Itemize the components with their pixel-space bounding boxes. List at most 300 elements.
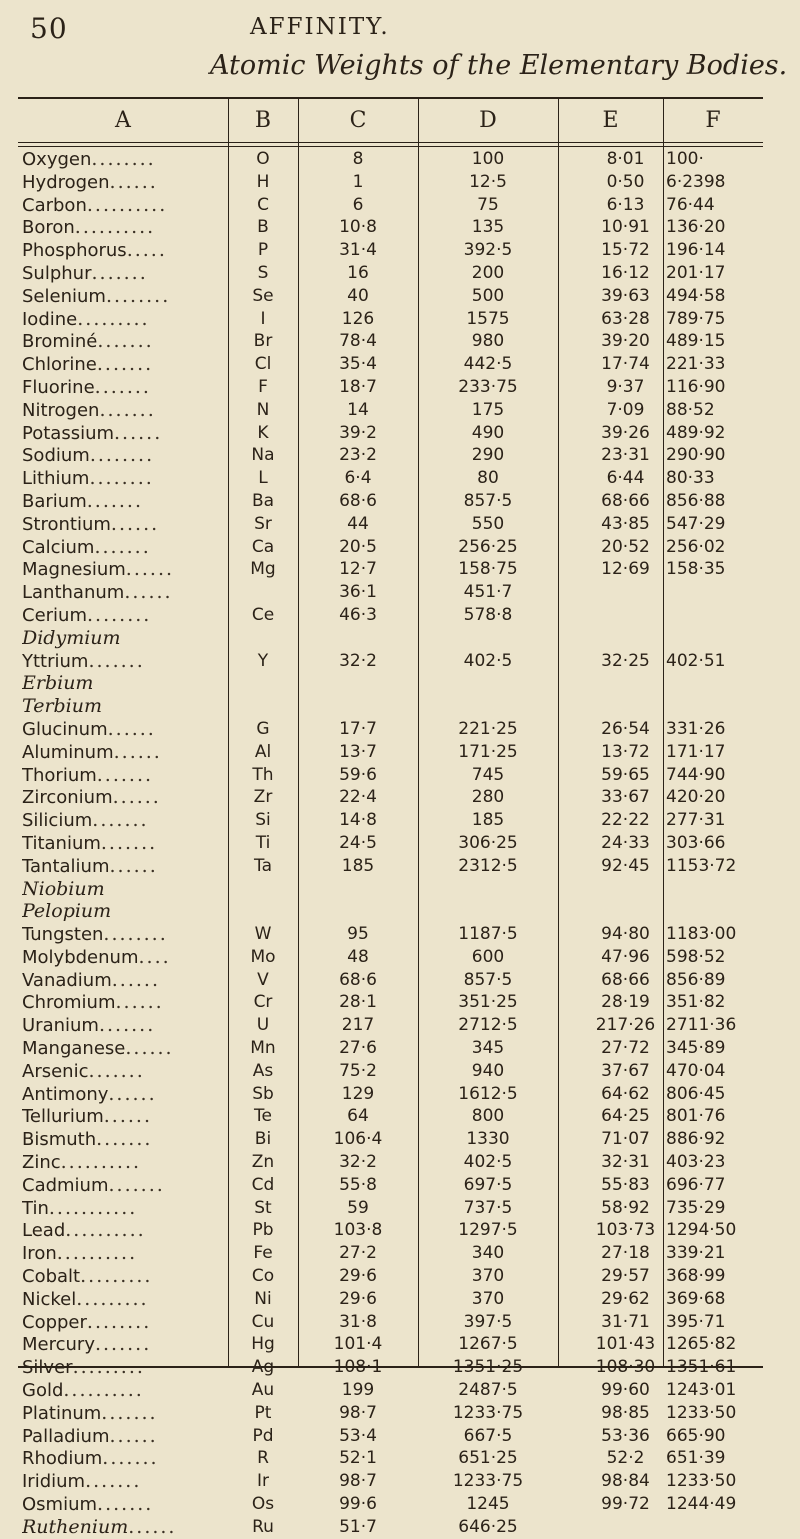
weight-c: 28·1: [339, 992, 377, 1013]
weight-e: 37·67: [601, 1060, 650, 1081]
element-name: [22, 285, 218, 309]
table-row: [18, 536, 763, 559]
leader-dots: .......: [88, 649, 145, 672]
weight-d: 578·8: [463, 604, 513, 625]
leader-dots: .......: [91, 261, 148, 284]
weight-c: 78·4: [339, 331, 377, 352]
weight-f: 136·20: [666, 217, 726, 238]
table-row: [18, 330, 763, 353]
leader-dots: .......: [94, 535, 151, 558]
weight-e: 31·71: [601, 1311, 650, 1332]
element-symbol: Pd: [252, 1425, 274, 1446]
weight-e: 24·33: [601, 832, 650, 853]
leader-dots: .......: [97, 1493, 154, 1516]
element-symbol: Cl: [254, 354, 272, 375]
table-row: [18, 1493, 763, 1516]
element-name-label: Didymium: [22, 626, 121, 649]
element-name-label: Silver: [22, 1357, 73, 1379]
weight-f: 1351·61: [666, 1357, 737, 1378]
element-name-label: Aluminum: [22, 741, 114, 763]
element-symbol: Al: [254, 741, 272, 762]
element-name-label: Pelopium: [22, 900, 112, 923]
element-name: [22, 1265, 218, 1289]
weight-c: 24·5: [339, 832, 377, 853]
weight-c: 39·2: [339, 422, 377, 443]
element-name-label: Zirconium: [22, 787, 113, 809]
table-row: [18, 1242, 763, 1265]
element-name-label: Uranium: [22, 1015, 99, 1037]
element-name-label: Iron: [22, 1243, 57, 1265]
weight-c: 55·8: [339, 1174, 377, 1195]
weight-e: 29·57: [601, 1266, 650, 1287]
weight-f: 547·29: [666, 513, 726, 534]
weight-d: 351·25: [458, 992, 518, 1013]
header-rule-double: [18, 146, 763, 147]
element-name-label: Strontium: [22, 513, 111, 535]
weight-e: 8·01: [606, 149, 645, 169]
weight-c: 59: [347, 1197, 369, 1218]
element-symbol: K: [257, 422, 269, 443]
table-row: [18, 1197, 763, 1220]
element-symbol: Cu: [251, 1311, 275, 1332]
leader-dots: .......: [86, 489, 144, 512]
element-name: [22, 376, 218, 400]
weight-d: 175: [471, 399, 505, 420]
weight-e: 10·91: [601, 217, 650, 238]
element-name: [22, 969, 218, 993]
weight-f: 856·88: [666, 490, 726, 511]
element-name: [22, 695, 218, 718]
table-row: [18, 718, 763, 741]
element-symbol: N: [256, 399, 270, 420]
weight-e: 94·80: [601, 924, 650, 945]
weight-f: 744·90: [666, 764, 726, 785]
element-name: [22, 467, 218, 491]
weight-d: 402·5: [463, 1152, 513, 1173]
leader-dots: ......: [111, 968, 161, 991]
table-row: [18, 1037, 763, 1060]
weight-d: 200: [471, 262, 505, 283]
element-name-label: Nickel: [22, 1288, 77, 1310]
table-row: [18, 1128, 763, 1151]
weight-f: 402·51: [666, 650, 726, 671]
weight-e: 27·18: [601, 1243, 650, 1264]
weight-c: 17·7: [339, 718, 377, 739]
weight-f: 1294·50: [666, 1220, 737, 1241]
leader-dots: .........: [76, 1287, 149, 1310]
weight-f: 395·71: [666, 1311, 726, 1332]
element-name: [22, 1242, 218, 1266]
weight-d: 1330: [466, 1129, 510, 1150]
element-name: [22, 900, 218, 923]
weight-d: 737·5: [463, 1197, 513, 1218]
element-name-label: Cerium: [22, 604, 87, 626]
weight-f: 801·76: [666, 1106, 726, 1127]
weight-d: 370: [471, 1266, 505, 1287]
weight-c: 32·2: [339, 1152, 377, 1173]
element-name-label: Palladium: [22, 1425, 110, 1447]
leader-dots: ..........: [74, 216, 156, 239]
weight-c: 22·4: [339, 787, 377, 808]
weight-c: 32·2: [339, 650, 377, 671]
element-name-label: Terbium: [22, 695, 103, 718]
element-symbol: Cr: [253, 992, 273, 1013]
element-name: [22, 148, 218, 172]
weight-f: 651·39: [666, 1448, 726, 1469]
element-name-label: Chlorine: [22, 354, 97, 376]
weight-c: 8: [352, 149, 364, 169]
weight-d: 171·25: [458, 741, 518, 762]
table-row: [18, 900, 763, 923]
element-name: [22, 1288, 218, 1312]
element-name: [22, 650, 218, 674]
weight-e: 13·72: [601, 741, 650, 762]
weight-f: 76·44: [666, 194, 715, 215]
weight-d: 306·25: [458, 832, 518, 853]
weight-e: 17·74: [601, 354, 650, 375]
leader-dots: ......: [107, 717, 156, 740]
weight-c: 29·6: [339, 1288, 377, 1309]
weight-e: 28·19: [601, 992, 650, 1013]
element-name: [22, 627, 218, 650]
leader-dots: ........: [89, 467, 154, 490]
weight-f: 6·2398: [666, 171, 726, 192]
leader-dots: ........: [86, 1310, 152, 1333]
element-name-label: Cadmium: [22, 1174, 109, 1196]
leader-dots: ........: [87, 603, 152, 626]
element-name-label: Glucinum: [22, 718, 108, 740]
weight-d: 550: [471, 513, 505, 534]
element-symbol: H: [256, 171, 270, 192]
leader-dots: ..........: [56, 1242, 138, 1265]
leader-dots: ......: [125, 1037, 174, 1060]
weight-e: 53·36: [601, 1425, 650, 1446]
element-symbol: Ba: [251, 490, 275, 511]
leader-dots: ......: [109, 170, 158, 193]
leader-dots: .......: [96, 1128, 153, 1151]
element-name: [22, 1219, 218, 1243]
weight-d: 221·25: [458, 718, 518, 739]
weight-e: 101·43: [595, 1334, 656, 1355]
table-row: [18, 148, 763, 171]
element-symbol: Mg: [250, 559, 276, 580]
element-symbol: Th: [252, 764, 274, 785]
element-symbol: O: [256, 149, 270, 169]
element-name-label: Lanthanum: [22, 582, 125, 604]
leader-dots: ......: [128, 1515, 177, 1538]
leader-dots: .........: [80, 1265, 153, 1288]
weight-e: 63·28: [601, 308, 650, 329]
element-name-label: Ruthenium: [22, 1515, 129, 1538]
weight-e: 59·65: [601, 764, 650, 785]
element-name: [22, 1151, 218, 1175]
weight-c: 36·1: [339, 582, 377, 603]
weight-f: 598·52: [666, 946, 726, 967]
weight-d: 940: [471, 1060, 505, 1081]
element-name: [22, 1425, 218, 1449]
element-name-label: Tellurium: [22, 1106, 104, 1128]
element-symbol: Zr: [253, 787, 273, 808]
weight-d: 442·5: [463, 354, 513, 375]
weight-c: 14·8: [339, 810, 377, 831]
element-name: [22, 1447, 218, 1471]
weight-c: 14: [347, 399, 369, 420]
element-symbol: Zn: [251, 1152, 275, 1173]
weight-f: 494·58: [666, 285, 726, 306]
leader-dots: ......: [112, 786, 161, 809]
column-header-d: D: [479, 108, 497, 133]
leader-dots: ......: [103, 1105, 153, 1128]
element-symbol: B: [257, 217, 269, 238]
weight-c: 199: [341, 1380, 375, 1401]
weight-f: 88·52: [666, 399, 715, 420]
weight-e: 32·25: [601, 650, 650, 671]
element-name: [22, 1493, 218, 1517]
weight-c: 16: [347, 262, 369, 283]
element-name-label: Nitrogen: [22, 399, 100, 421]
table-row: [18, 650, 763, 673]
weight-c: 217: [341, 1015, 375, 1036]
weight-f: 369·68: [666, 1288, 726, 1309]
element-name-label: Oxygen: [22, 149, 92, 170]
weight-c: 68·6: [339, 969, 377, 990]
column-header-f: F: [705, 108, 721, 133]
element-name-label: Silicium: [22, 810, 93, 832]
weight-e: 22·22: [601, 810, 650, 831]
table-row: [18, 1516, 763, 1539]
weight-f: 1233·50: [666, 1471, 737, 1492]
element-symbol: V: [257, 969, 269, 990]
element-name-label: Fluorine: [22, 376, 95, 398]
weight-e: 20·52: [601, 536, 650, 557]
weight-e: 92·45: [601, 855, 650, 876]
weight-c: 46·3: [339, 604, 377, 625]
table-row: [18, 308, 763, 331]
element-name: [22, 1379, 218, 1403]
element-symbol: Os: [251, 1494, 275, 1515]
leader-dots: ......: [124, 581, 173, 604]
element-symbol: C: [257, 194, 269, 215]
weight-c: 52·1: [339, 1448, 377, 1469]
element-name-label: Calcium: [22, 536, 95, 558]
table-row: [18, 1333, 763, 1356]
element-name-label: Rhodium: [22, 1448, 103, 1470]
weight-c: 12·7: [339, 559, 377, 580]
element-name: [22, 1105, 218, 1129]
weight-f: 470·04: [666, 1060, 726, 1081]
element-name-label: Iodine: [22, 308, 78, 330]
table-row: [18, 399, 763, 422]
weight-e: 6·13: [606, 194, 645, 215]
weight-e: 99·72: [601, 1494, 650, 1515]
element-name: [22, 991, 218, 1015]
element-name: [22, 1083, 218, 1107]
table-row: [18, 1470, 763, 1493]
table-row: [18, 1219, 763, 1242]
table-row: [18, 809, 763, 832]
weight-f: 1244·49: [666, 1494, 737, 1515]
element-symbol: Hg: [251, 1334, 275, 1355]
weight-d: 1267·5: [458, 1334, 518, 1355]
weight-c: 98·7: [339, 1471, 377, 1492]
weight-f: 886·92: [666, 1129, 726, 1150]
table-row: [18, 627, 763, 650]
leader-dots: ..........: [65, 1219, 146, 1242]
weight-d: 646·25: [458, 1516, 518, 1537]
leader-dots: .........: [77, 307, 150, 330]
element-symbol: Ag: [251, 1357, 275, 1378]
weight-e: 98·85: [601, 1402, 650, 1423]
weight-e: 23·31: [601, 445, 650, 466]
leader-dots: ......: [115, 991, 164, 1014]
leader-dots: ......: [113, 740, 162, 763]
element-symbol: G: [256, 718, 270, 739]
element-name-label: Zinc: [22, 1152, 61, 1174]
element-name: [22, 1356, 218, 1380]
leader-dots: ........: [91, 148, 156, 170]
element-symbol: Y: [257, 650, 269, 671]
weight-c: 51·7: [339, 1516, 377, 1537]
weight-f: 290·90: [666, 445, 726, 466]
weight-c: 18·7: [339, 376, 377, 397]
element-name-label: Platinum: [22, 1402, 102, 1424]
weight-d: 800: [471, 1106, 505, 1127]
weight-d: 1351·25: [452, 1357, 524, 1378]
weight-c: 98·7: [339, 1402, 377, 1423]
weight-e: 58·92: [601, 1197, 650, 1218]
table-row: [18, 285, 763, 308]
table-row: [18, 1174, 763, 1197]
element-symbol: Si: [255, 810, 271, 831]
table-row: [18, 1402, 763, 1425]
weight-f: 2711·36: [666, 1015, 737, 1036]
weight-e: 52·2: [606, 1448, 645, 1469]
weight-d: 1297·5: [458, 1220, 518, 1241]
leader-dots: ..........: [60, 1151, 142, 1174]
weight-f: 331·26: [666, 718, 726, 739]
table-row: [18, 1447, 763, 1470]
element-name: [22, 1037, 218, 1061]
element-name: [22, 353, 218, 377]
element-symbol: As: [252, 1060, 274, 1081]
weight-d: 392·5: [463, 240, 513, 261]
element-name-label: Phosphorus: [22, 240, 127, 262]
element-name-label: Iridium: [22, 1471, 86, 1493]
leader-dots: .......: [92, 809, 149, 832]
weight-c: 35·4: [339, 354, 377, 375]
table-row: [18, 353, 763, 376]
weight-c: 13·7: [339, 741, 377, 762]
element-name-label: Tin: [22, 1197, 49, 1219]
table-row: [18, 991, 763, 1014]
weight-d: 2712·5: [458, 1015, 518, 1036]
weight-f: 735·29: [666, 1197, 726, 1218]
element-symbol: Ca: [251, 536, 275, 557]
table-row: [18, 1288, 763, 1311]
element-name-label: Barium: [22, 490, 87, 512]
element-name: [22, 581, 218, 605]
weight-d: 857·5: [463, 969, 513, 990]
leader-dots: .....: [126, 239, 167, 262]
weight-d: 1233·75: [452, 1471, 524, 1492]
weight-e: 217·26: [595, 1015, 656, 1036]
weight-f: 1265·82: [666, 1334, 737, 1355]
weight-f: 351·82: [666, 992, 726, 1013]
weight-d: 857·5: [463, 490, 513, 511]
element-symbol: U: [256, 1015, 270, 1036]
element-name-label: Thorium: [22, 764, 97, 786]
weight-e: 32·31: [601, 1152, 650, 1173]
element-symbol: Sr: [254, 513, 272, 534]
table-top-rule: [18, 97, 763, 99]
element-name-label: Boron: [22, 217, 75, 239]
element-name: [22, 171, 218, 195]
weight-e: 7·09: [606, 399, 645, 420]
table-row: [18, 1083, 763, 1106]
weight-d: 370: [471, 1288, 505, 1309]
table-row: [18, 878, 763, 901]
element-name: [22, 513, 218, 537]
leader-dots: .......: [94, 375, 151, 398]
weight-d: 1612·5: [458, 1083, 518, 1104]
leader-dots: .......: [100, 831, 158, 854]
table-row: [18, 1060, 763, 1083]
weight-e: 108·30: [595, 1357, 656, 1378]
element-name: [22, 878, 218, 901]
weight-d: 1233·75: [452, 1402, 524, 1423]
table-row: [18, 1014, 763, 1037]
weight-f: 221·33: [666, 354, 726, 375]
element-symbol: Pt: [254, 1402, 272, 1423]
weight-e: 9·37: [606, 376, 645, 397]
leader-dots: ......: [109, 1424, 158, 1447]
element-name: [22, 809, 218, 833]
weight-f: 489·92: [666, 422, 726, 443]
leader-dots: ..........: [63, 1379, 144, 1402]
weight-f: 201·17: [666, 262, 726, 283]
element-name: [22, 923, 218, 947]
column-header-c: C: [349, 108, 367, 133]
leader-dots: .......: [101, 1401, 158, 1424]
weight-e: 6·44: [606, 468, 645, 489]
table-row: [18, 558, 763, 581]
weight-d: 500: [471, 285, 505, 306]
weight-d: 1245: [466, 1494, 510, 1515]
weight-e: 98·84: [601, 1471, 650, 1492]
weight-d: 600: [471, 946, 505, 967]
table-row: [18, 171, 763, 194]
element-table: [18, 148, 763, 1539]
element-name: [22, 330, 218, 354]
element-symbol: S: [257, 262, 269, 283]
element-name: [22, 444, 218, 468]
table-row: [18, 741, 763, 764]
weight-c: 75·2: [339, 1060, 377, 1081]
element-symbol: P: [257, 240, 269, 261]
weight-e: 16·12: [601, 262, 650, 283]
table-row: [18, 764, 763, 787]
element-name: [22, 216, 218, 240]
element-symbol: L: [258, 468, 268, 489]
weight-c: 99·6: [339, 1494, 377, 1515]
weight-d: 1187·5: [458, 924, 518, 945]
weight-e: 39·20: [601, 331, 650, 352]
element-name: [22, 604, 218, 628]
weight-d: 100: [471, 149, 505, 169]
table-row: [18, 855, 763, 878]
weight-d: 451·7: [463, 582, 513, 603]
element-symbol: Ir: [256, 1471, 269, 1492]
